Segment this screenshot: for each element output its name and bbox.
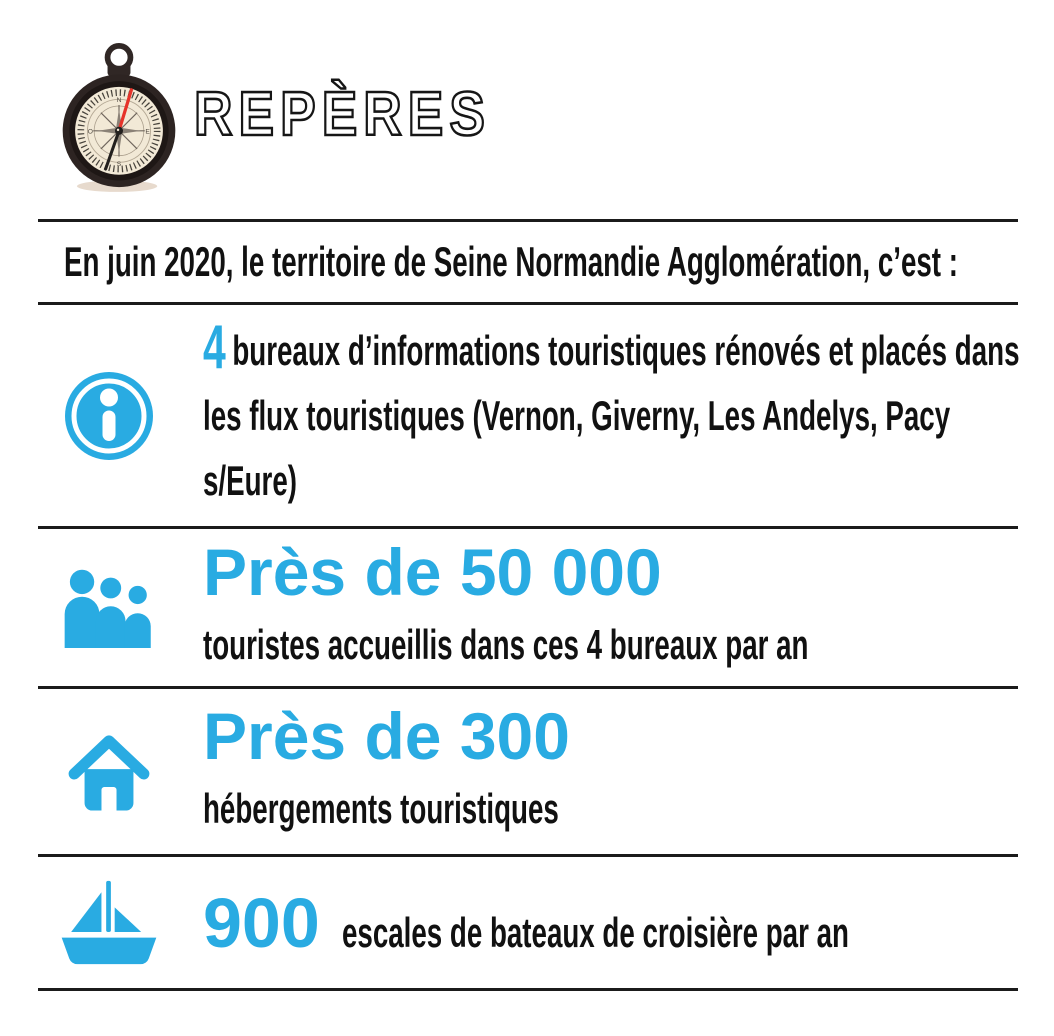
stat-description: hébergements touristiques (203, 784, 559, 832)
stat-text (203, 312, 1034, 513)
compass-icon (56, 38, 182, 195)
intro-text: En juin 2020, le territoire de Seine Normandie Agglomération, c’est : (64, 238, 958, 285)
people-icon (0, 568, 203, 648)
stat-content (203, 535, 1054, 676)
stat-number: Près de 300 (203, 699, 570, 774)
stat-number: Près de 50 000 (203, 535, 662, 610)
stat-row-cruise-stops (0, 857, 1054, 988)
stat-row-info-offices (0, 305, 1054, 526)
stat-line (203, 883, 1054, 962)
svg-text:S: S (116, 161, 122, 169)
stat-row-tourists (0, 529, 1054, 686)
stat-number: 900 (203, 883, 320, 962)
stat-row-accommodations (0, 689, 1054, 854)
divider (38, 988, 1018, 991)
stat-description: escales de bateaux de croisière par an (341, 908, 849, 956)
stat-description: touristes accueillis dans ces 4 bureaux par an (203, 620, 809, 668)
svg-text:E: E (145, 128, 150, 136)
stat-content (203, 699, 1054, 840)
intro-section (0, 222, 1054, 302)
stat-content (203, 312, 1054, 513)
svg-text:N: N (116, 97, 122, 105)
page-title: REPÈRES (194, 80, 491, 149)
sailboat-icon (0, 877, 203, 968)
svg-text:O: O (87, 128, 93, 136)
house-icon (0, 724, 203, 820)
info-icon (0, 371, 203, 461)
page-header (0, 0, 1054, 219)
stat-description: bureaux d’informations touristiques rénovés et placés dans les flux touristiques (Vernon, Giverny, Les Andelys, Pacy s/Eure) (203, 326, 1020, 505)
stat-number: 4 (203, 312, 226, 382)
stat-content (203, 883, 1054, 962)
